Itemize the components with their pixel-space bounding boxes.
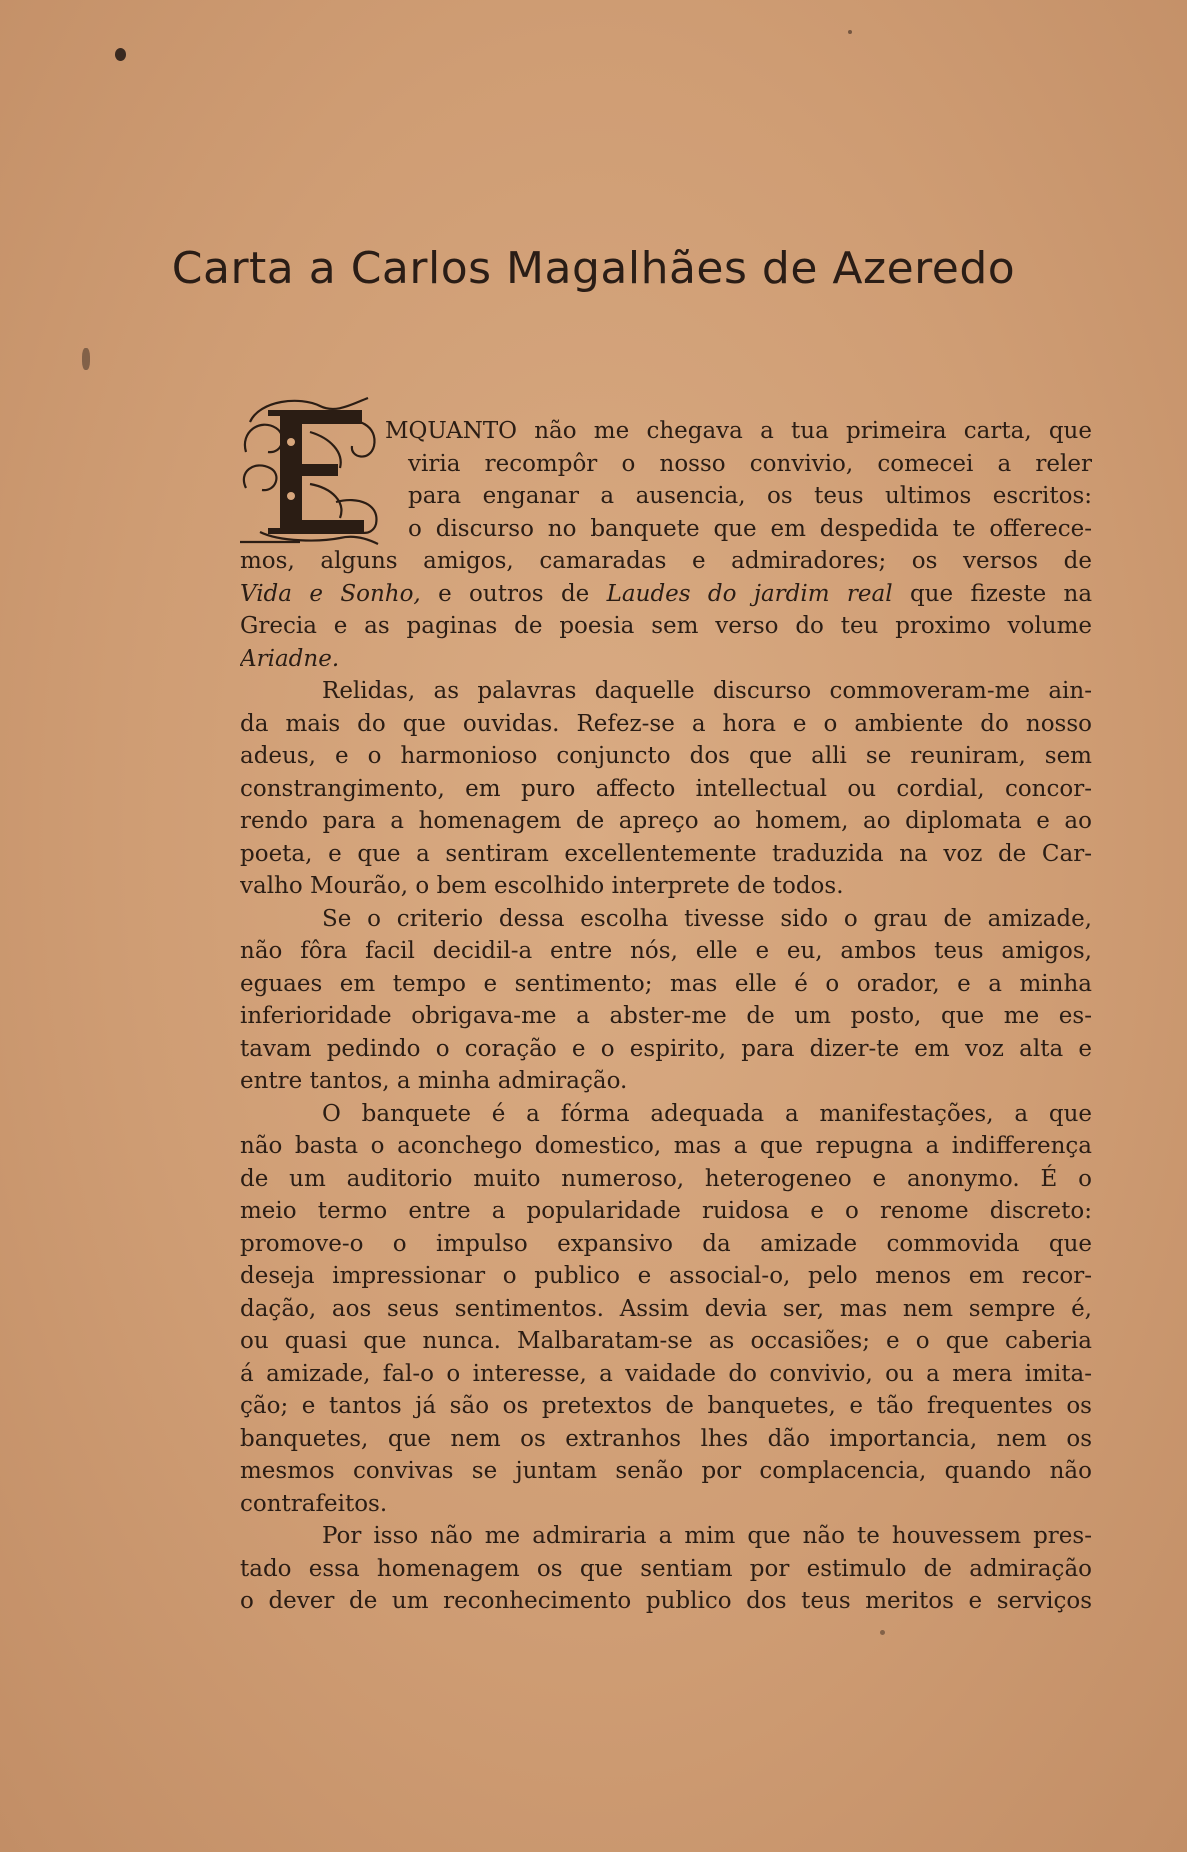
italic-title: e bbox=[309, 580, 323, 607]
ink-spot bbox=[880, 1630, 885, 1635]
text-line: dação, aos seus sentimentos. Assim devia ser, mas nem sempre é, bbox=[240, 1295, 1092, 1322]
text-line: da mais do que ouvidas. Refez-se a hora e o ambiente do nosso bbox=[240, 710, 1092, 737]
text-line: MQUANTO não me chegava a tua primeira carta, que bbox=[385, 418, 1092, 444]
text-line: banquetes, que nem os extranhos lhes dão importancia, nem os bbox=[240, 1425, 1092, 1452]
text-line: para enganar a ausencia, os teus ultimos escritos: bbox=[408, 483, 1092, 509]
ink-spot bbox=[848, 30, 852, 34]
text-line: não basta o aconchego domestico, mas a que repugna a indifferença bbox=[240, 1133, 1092, 1159]
text-fragment: que fizeste na bbox=[909, 580, 1092, 607]
text-line: Por isso não me admiraria a mim que não te houvessem pres- bbox=[322, 1523, 1092, 1549]
italic-title: Ariadne. bbox=[240, 645, 340, 672]
text-line: contrafeitos. bbox=[240, 1490, 388, 1517]
italic-title: Laudes do jardim real bbox=[606, 580, 893, 607]
text-line: O banquete é a fórma adequada a manifestações, a que bbox=[322, 1100, 1092, 1127]
ink-spot bbox=[115, 48, 126, 61]
text-line: inferioridade obrigava-me a abster-me de um posto, que me es- bbox=[240, 1003, 1092, 1029]
text-line: rendo para a homenagem de apreço ao homem, ao diplomata e ao bbox=[240, 808, 1092, 834]
text-line: mos, alguns amigos, camaradas e admiradores; os versos de bbox=[240, 548, 1092, 574]
text-line: ção; e tantos já são os pretextos de banquetes, e tão frequentes os bbox=[240, 1393, 1092, 1419]
text-line: mesmos convivas se juntam senão por complacencia, quando não bbox=[240, 1458, 1092, 1484]
ink-spot bbox=[82, 348, 90, 370]
text-line: tavam pedindo o coração e o espirito, para dizer-te em voz alta e bbox=[240, 1035, 1092, 1062]
text-line bbox=[240, 643, 1092, 676]
text-line: não fôra facil decidil-a entre nós, elle e eu, ambos teus amigos, bbox=[240, 938, 1092, 964]
text-line: tado essa homenagem os que sentiam por estimulo de admiração bbox=[240, 1555, 1092, 1582]
text-line: entre tantos, a minha admiração. bbox=[240, 1068, 628, 1094]
text-line: Se o criterio dessa escolha tivesse sido o grau de amizade, bbox=[322, 905, 1092, 932]
text-line: ou quasi que nunca. Malbaratam-se as occasiões; e o que caberia bbox=[240, 1328, 1092, 1354]
text-line: deseja impressionar o publico e associal-o, pelo menos em recor- bbox=[240, 1263, 1092, 1289]
page-title: Carta a Carlos Magalhães de Azeredo bbox=[171, 243, 1016, 295]
text-line: de um auditorio muito numeroso, heterogeneo e anonymo. É o bbox=[240, 1165, 1092, 1192]
text-line: Relidas, as palavras daquelle discurso commoveram-me ain- bbox=[322, 678, 1092, 704]
italic-title: Vida bbox=[240, 580, 292, 607]
text-line: eguaes em tempo e sentimento; mas elle é o orador, e a minha bbox=[240, 970, 1092, 997]
text-line: poeta, e que a sentiram excellentemente traduzida na voz de Car- bbox=[240, 840, 1092, 867]
text-line: valho Mourão, o bem escolhido interprete de todos. bbox=[240, 873, 844, 899]
text-line: o discurso no banquete que em despedida te offerece- bbox=[408, 515, 1092, 542]
italic-title: Sonho, bbox=[340, 580, 421, 607]
text-line-mixed bbox=[240, 578, 1092, 611]
text-line: adeus, e o harmonioso conjuncto dos que alli se reuniram, sem bbox=[240, 743, 1092, 769]
text-line: o dever de um reconhecimento publico dos teus meritos e serviços bbox=[240, 1588, 1092, 1614]
text-line: viria recompôr o nosso convivio, comecei a reler bbox=[408, 450, 1092, 477]
letter-body bbox=[240, 415, 1092, 1618]
text-line: promove-o o impulso expansivo da amizade commovida que bbox=[240, 1230, 1092, 1257]
text-line: meio termo entre a popularidade ruidosa e o renome discreto: bbox=[240, 1198, 1092, 1224]
text-line: Grecia e as paginas de poesia sem verso do teu proximo volume bbox=[240, 613, 1092, 639]
text-line: á amizade, fal-o o interesse, a vaidade do convivio, ou a mera imita- bbox=[240, 1360, 1092, 1387]
text-fragment: e outros de bbox=[438, 580, 590, 607]
text-line: constrangimento, em puro affecto intellectual ou cordial, concor- bbox=[240, 775, 1092, 802]
